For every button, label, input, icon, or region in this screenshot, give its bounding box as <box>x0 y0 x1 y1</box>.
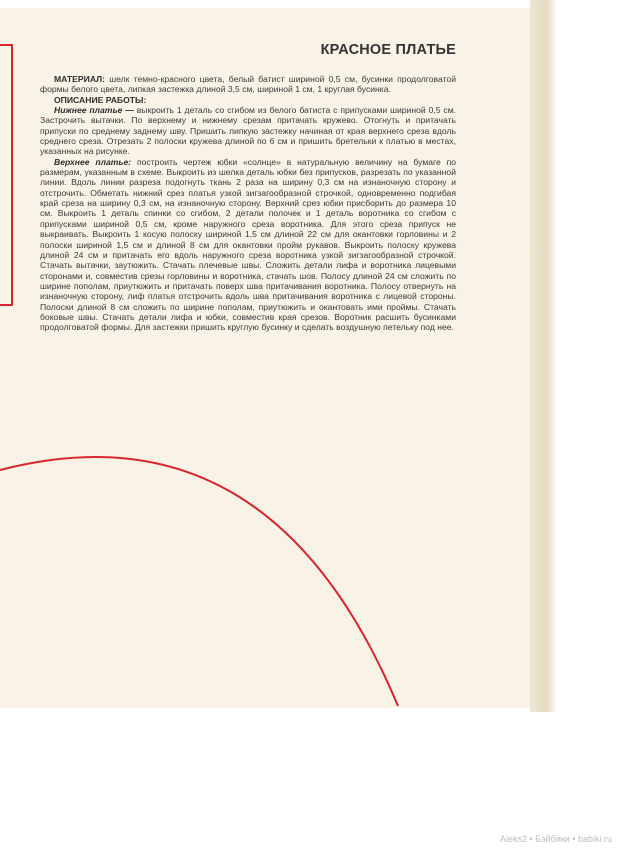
material-paragraph <box>40 74 456 95</box>
upper-dress-text: построить чертеж юбки «солнце» в натуральную величину на бумаге по размерам, указанным в схеме. Выкроить из шелка деталь юбки без припусков, разрезать по указанной линии. Вдоль линии разреза подогнуть ткань 2 раза на ширину 0,3 см на изнаночную сторону и отстрочить. Обметать нижний срез платья узкой зигзагообразной строчкой, одновременно подгибая край среза на ширину 0,3 см, на изнаночную сторону. Верхний срез юбки присборить до размера 10 см. Выкроить 1 деталь спинки со сгибом, 2 детали полочек и 1 деталь воротника со сгибом с припусками шириной 0,5 см, кроме наружного среза воротника. Для этого среза припуск не выкраивать. Выкроить 1 косую полоску шириной 1,5 см длиной 22 см для окантовки горловины и 2 полоски шириной 1,5 см и длиной 8 см для окантовки пройм рукавов. Выкроить полоску кружева длиной 24 см и притачать его вдоль наружного среза воротника узкой зигзагообразной строчкой. Стачать вытачки, заутюжить. Стачать плечевые швы. Сложить детали лифа и воротника лицевыми сторонами и, совместив срезы горловины и воротника, стачать шов. Полосу длиной 24 см сложить по ширине пополам, приутюжить и притачать поверх шва притачивания воротника. Полосу отвернуть на изнаночную сторону, лиф платья отстрочить вдоль шва притачивания воротника с лицевой стороны. Полоски длиной 8 см сложить по ширине пополам, приутюжить и окантовать ими проймы. Стачать боковые швы. Стачать детали лифа и юбки, совместив края срезов. Воротник расшить бусинками продолговатой формы. Для застежки пришить круглую бусинку и сделать воздушную петельку под нее. <box>40 156 456 333</box>
page-title: КРАСНОЕ ПЛАТЬЕ <box>320 42 456 58</box>
material-label: МАТЕРИАЛ: <box>54 74 106 84</box>
instructions-text <box>40 74 456 333</box>
lower-dress-paragraph <box>40 105 456 157</box>
upper-dress-paragraph <box>40 157 456 333</box>
material-text: шелк темно-красного цвета, белый батист шириной 0,5 см, бусинки продолговатой формы белого цвета, липкая застежка длиной 3,5 см, шириной 1 см, 1 круглая бусинка. <box>40 74 457 95</box>
skirt-pattern-arc <box>0 457 398 706</box>
lower-dress-label: Нижнее платье — <box>54 105 134 116</box>
watermark-caption: Aleks2 • Бэйбики • babiki.ru <box>499 834 612 844</box>
lower-dress-text: выкроить 1 деталь со сгибом из белого батиста с припусками шириной 0,5 см. Застрочить вытачки. По верхнему и нижнему срезам притачать кружево. Отогнуть и притачать припуски по среднему заднему шву. Пришить липкую застежку начиная от края верхнего среза вдоль среднего среза. Отрезать 2 полоски кружева длиной по 6 см и пришить бретельки к платью в местах, указанных на рисунке. <box>40 105 456 157</box>
red-pattern-box <box>0 44 13 306</box>
work-heading: ОПИСАНИЕ РАБОТЫ: <box>54 94 147 105</box>
upper-dress-label: Верхнее платье: <box>54 156 132 167</box>
